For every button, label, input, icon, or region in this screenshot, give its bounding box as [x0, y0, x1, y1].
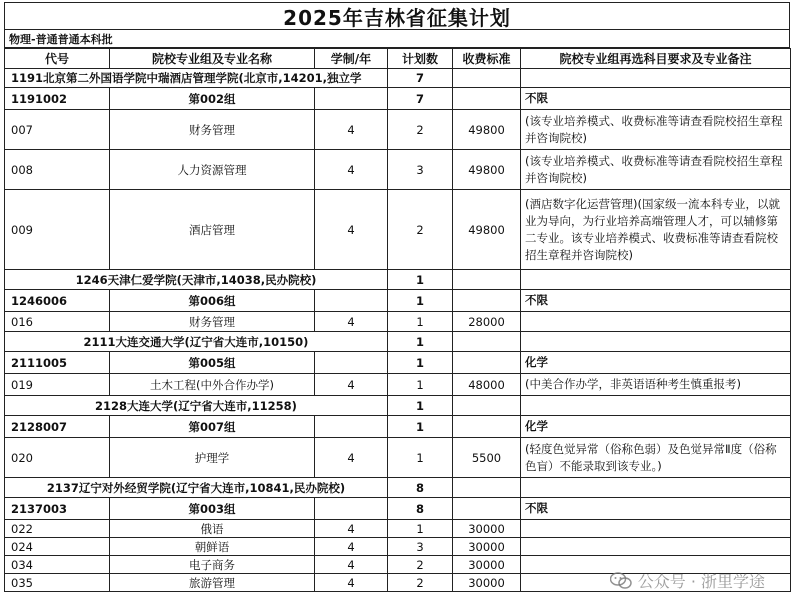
- header-plan: 计划数: [388, 49, 453, 69]
- school-row: [5, 69, 791, 88]
- major-code: 009: [5, 190, 110, 270]
- major-plan: 2: [388, 556, 453, 574]
- major-plan: 1: [388, 374, 453, 396]
- major-name: 财务管理: [110, 110, 315, 150]
- major-fee: 30000: [453, 556, 521, 574]
- major-fee: 5500: [453, 438, 521, 478]
- group-plan: 1: [388, 290, 453, 312]
- group-code: 2137003: [5, 498, 110, 520]
- group-name: 第007组: [110, 416, 315, 438]
- major-plan: 3: [388, 538, 453, 556]
- major-code: 019: [5, 374, 110, 396]
- major-row: [5, 538, 791, 556]
- group-name: 第006组: [110, 290, 315, 312]
- major-years: 4: [315, 150, 388, 190]
- group-plan: 1: [388, 416, 453, 438]
- major-years: 4: [315, 374, 388, 396]
- major-note: (轻度色觉异常（俗称色弱）及色觉异常Ⅱ度（俗称色盲）不能录取到该专业。): [521, 438, 791, 478]
- major-name: 电子商务: [110, 556, 315, 574]
- major-row: [5, 312, 791, 332]
- school-row: [5, 270, 791, 290]
- group-note: 不限: [521, 88, 791, 110]
- major-years: 4: [315, 312, 388, 332]
- group-code: 2128007: [5, 416, 110, 438]
- group-name: 第002组: [110, 88, 315, 110]
- school-row: [5, 478, 791, 498]
- school-plan: 7: [388, 69, 453, 88]
- group-plan: 7: [388, 88, 453, 110]
- header-fee: 收费标准: [453, 49, 521, 69]
- group-note: 化学: [521, 416, 791, 438]
- major-code: 022: [5, 520, 110, 538]
- major-code: 008: [5, 150, 110, 190]
- major-years: 4: [315, 520, 388, 538]
- major-name: 旅游管理: [110, 574, 315, 592]
- major-row: [5, 520, 791, 538]
- major-code: 024: [5, 538, 110, 556]
- plan-table: [4, 48, 791, 592]
- group-plan: 1: [388, 352, 453, 374]
- major-code: 016: [5, 312, 110, 332]
- group-note: 化学: [521, 352, 791, 374]
- page-title: 2025年吉林省征集计划: [4, 2, 790, 30]
- major-name: 护理学: [110, 438, 315, 478]
- school-plan: 1: [388, 332, 453, 352]
- major-note: [521, 312, 791, 332]
- major-fee: 30000: [453, 538, 521, 556]
- group-name: 第003组: [110, 498, 315, 520]
- major-row: [5, 150, 791, 190]
- major-fee: 30000: [453, 520, 521, 538]
- major-years: 4: [315, 556, 388, 574]
- group-row: [5, 352, 791, 374]
- major-years: 4: [315, 538, 388, 556]
- group-row: [5, 498, 791, 520]
- group-plan: 8: [388, 498, 453, 520]
- major-note: [521, 520, 791, 538]
- major-fee: 48000: [453, 374, 521, 396]
- major-plan: 1: [388, 520, 453, 538]
- header-code: 代号: [5, 49, 110, 69]
- school-name: 1246天津仁爱学院(天津市,14038,民办院校): [5, 270, 388, 290]
- header-years: 学制/年: [315, 49, 388, 69]
- major-fee: 49800: [453, 110, 521, 150]
- batch-subtitle: 物理-普通普通本科批: [4, 30, 790, 48]
- group-code: 1191002: [5, 88, 110, 110]
- major-note: [521, 538, 791, 556]
- major-fee: 49800: [453, 150, 521, 190]
- major-row: [5, 438, 791, 478]
- school-row: [5, 396, 791, 416]
- major-plan: 3: [388, 150, 453, 190]
- major-code: 035: [5, 574, 110, 592]
- major-note: (酒店数字化运营管理)(国家级一流本科专业，以就业为导向，为行业培养高端管理人才，可以辅修第二专业。该专业培养模式、收费标准等请查看院校招生章程并咨询院校): [521, 190, 791, 270]
- group-row: [5, 416, 791, 438]
- major-name: 俄语: [110, 520, 315, 538]
- group-note: 不限: [521, 498, 791, 520]
- school-name: 2128大连大学(辽宁省大连市,11258): [5, 396, 388, 416]
- header-name: 院校专业组及专业名称: [110, 49, 315, 69]
- wechat-icon: [610, 572, 632, 590]
- major-code: 020: [5, 438, 110, 478]
- school-plan: 1: [388, 396, 453, 416]
- major-row: [5, 374, 791, 396]
- major-name: 朝鲜语: [110, 538, 315, 556]
- group-code: 1246006: [5, 290, 110, 312]
- major-name: 土木工程(中外合作办学): [110, 374, 315, 396]
- watermark: [610, 569, 765, 592]
- school-plan: 8: [388, 478, 453, 498]
- major-name: 财务管理: [110, 312, 315, 332]
- major-plan: 2: [388, 110, 453, 150]
- major-code: 007: [5, 110, 110, 150]
- major-years: 4: [315, 574, 388, 592]
- major-row: [5, 110, 791, 150]
- group-code: 2111005: [5, 352, 110, 374]
- major-years: 4: [315, 190, 388, 270]
- school-name: 2137辽宁对外经贸学院(辽宁省大连市,10841,民办院校): [5, 478, 388, 498]
- major-note: (该专业培养模式、收费标准等请查看院校招生章程并咨询院校): [521, 110, 791, 150]
- major-fee: 30000: [453, 574, 521, 592]
- major-plan: 1: [388, 312, 453, 332]
- header-note: 院校专业组再选科目要求及专业备注: [521, 49, 791, 69]
- major-code: 034: [5, 556, 110, 574]
- group-row: [5, 88, 791, 110]
- school-plan: 1: [388, 270, 453, 290]
- major-note: (中美合作办学，非英语语种考生慎重报考): [521, 374, 791, 396]
- major-years: 4: [315, 438, 388, 478]
- table-header-row: [5, 49, 791, 69]
- watermark-text: 公众号 · 浙里学途: [637, 572, 765, 591]
- group-row: [5, 290, 791, 312]
- major-fee: 49800: [453, 190, 521, 270]
- major-plan: 1: [388, 438, 453, 478]
- group-note: 不限: [521, 290, 791, 312]
- major-row: [5, 190, 791, 270]
- major-plan: 2: [388, 190, 453, 270]
- school-name: 2111大连交通大学(辽宁省大连市,10150): [5, 332, 388, 352]
- major-plan: 2: [388, 574, 453, 592]
- major-name: 酒店管理: [110, 190, 315, 270]
- major-note: (该专业培养模式、收费标准等请查看院校招生章程并咨询院校): [521, 150, 791, 190]
- school-name: 1191北京第二外国语学院中瑞酒店管理学院(北京市,14201,独立学: [5, 69, 388, 88]
- major-name: 人力资源管理: [110, 150, 315, 190]
- school-row: [5, 332, 791, 352]
- major-fee: 28000: [453, 312, 521, 332]
- major-years: 4: [315, 110, 388, 150]
- group-name: 第005组: [110, 352, 315, 374]
